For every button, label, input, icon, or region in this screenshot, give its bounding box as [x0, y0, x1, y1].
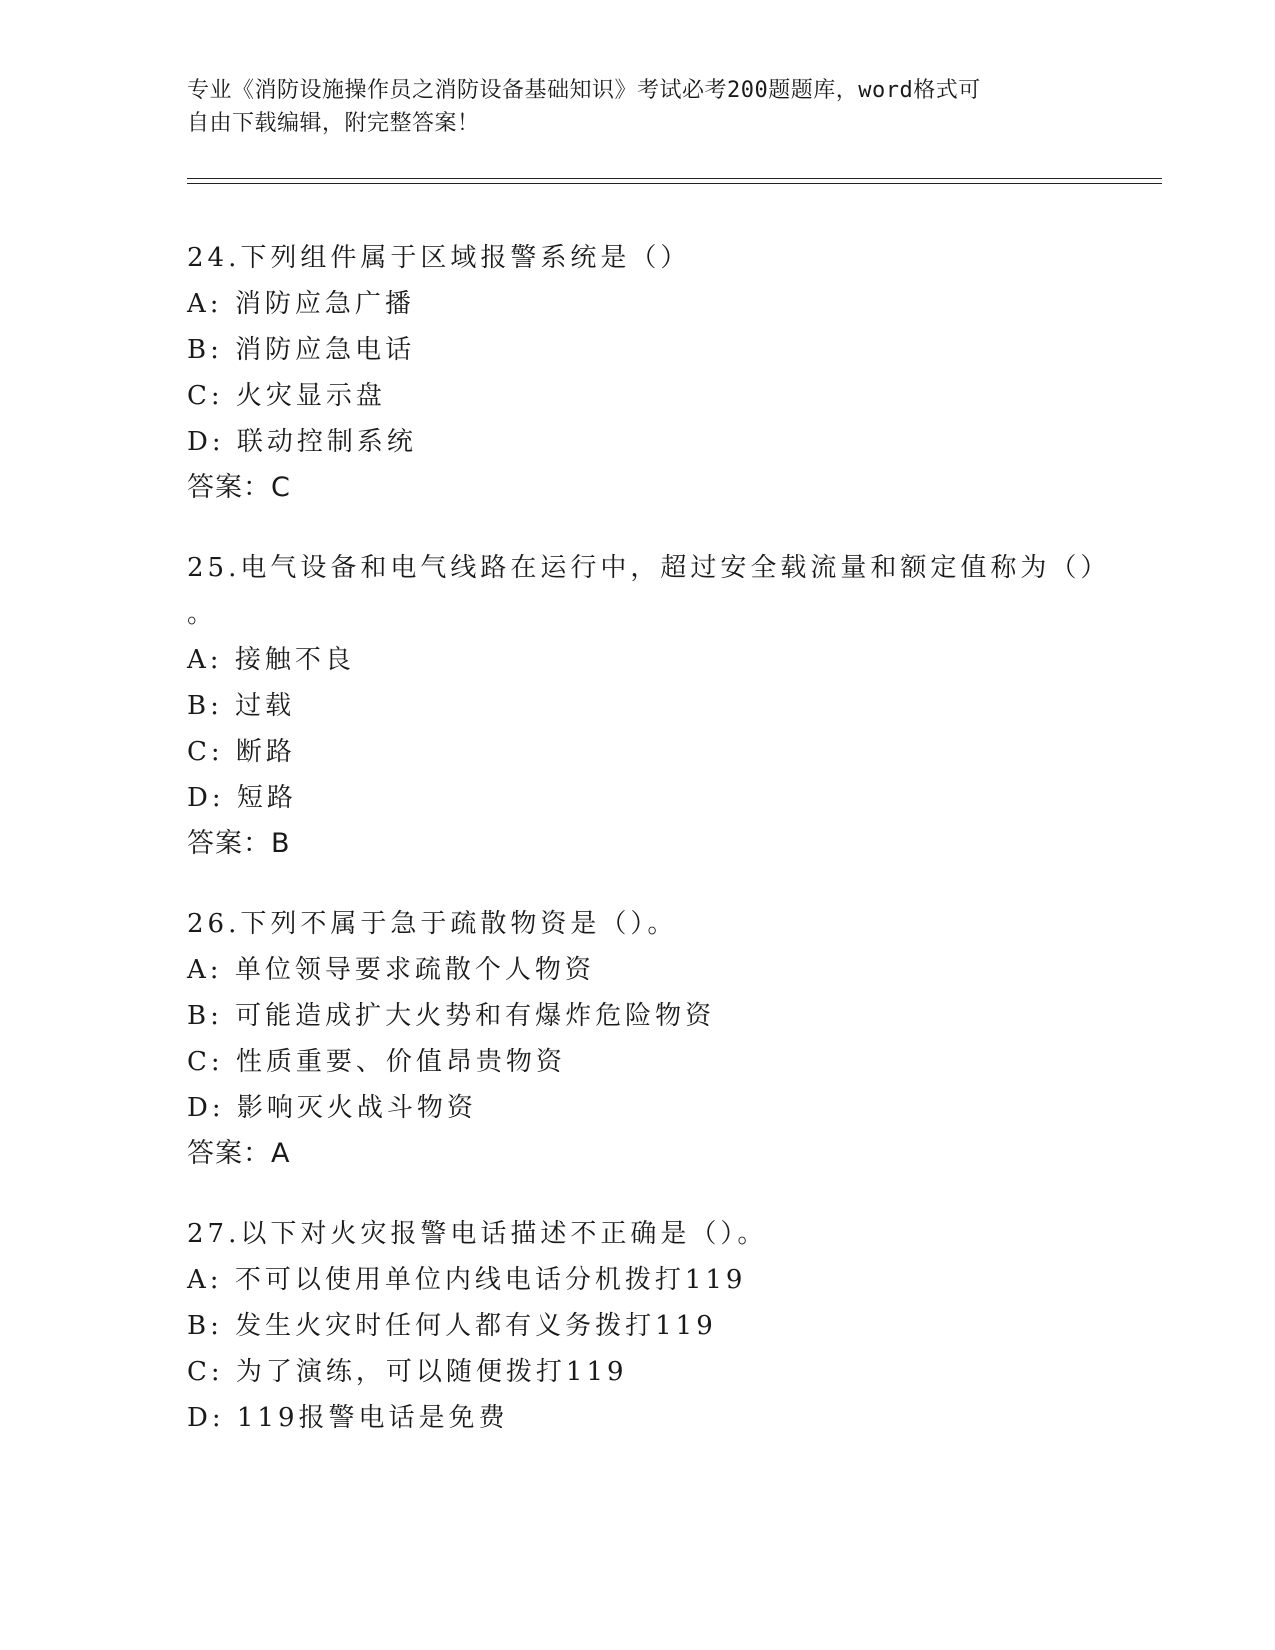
option-label: C: [187, 737, 224, 767]
header-divider-bottom [187, 183, 1162, 184]
option-text: 影响灭火战斗物资 [236, 1093, 477, 1123]
question-number: 26. [187, 909, 241, 939]
option-label: A: [187, 955, 223, 985]
question-text: 下列组件属于区域报警系统是（） [240, 243, 691, 273]
option-label: D: [187, 1403, 225, 1433]
header-line-1: 专业《消防设施操作员之消防设备基础知识》考试必考200题题库，word格式可 [187, 78, 981, 103]
option-a [187, 281, 1087, 327]
option-text: 可能造成扩大火势和有爆炸危险物资 [235, 1001, 716, 1031]
question-27 [187, 1211, 1087, 1441]
option-c [187, 373, 1087, 419]
question-number: 27. [187, 1219, 241, 1249]
answer-line: 答案：C [187, 472, 291, 503]
option-d [187, 775, 1087, 821]
answer-line: 答案：A [187, 1138, 291, 1169]
header-line-2: 自由下载编辑，附完整答案！ [187, 111, 480, 136]
question-25 [187, 545, 1111, 867]
option-text: 接触不良 [234, 645, 355, 675]
option-text: 为了演练，可以随便拨打119 [235, 1357, 628, 1387]
option-d [187, 1395, 1087, 1441]
option-label: A: [187, 1265, 223, 1295]
option-text: 联动控制系统 [236, 427, 417, 457]
option-c [187, 1349, 1087, 1395]
question-stem-tail: 。 [187, 599, 218, 629]
option-text: 不可以使用单位内线电话分机拨打119 [234, 1265, 747, 1295]
question-text: 电气设备和电气线路在运行中，超过安全载流量和额定值称为（） [240, 553, 1111, 583]
question-stem [187, 235, 1087, 281]
option-c [187, 729, 1087, 775]
option-label: D: [187, 1093, 225, 1123]
option-label: B: [187, 691, 223, 721]
option-text: 消防应急广播 [234, 289, 415, 319]
option-b [187, 683, 1087, 729]
question-text: 以下对火灾报警电话描述不正确是（）。 [240, 1219, 768, 1249]
option-b [187, 327, 1087, 373]
header-divider-top [187, 178, 1162, 179]
option-label: B: [187, 1311, 223, 1341]
option-a [187, 1257, 1087, 1303]
option-a [187, 947, 1087, 993]
option-d [187, 419, 1087, 465]
question-number: 25. [187, 553, 241, 583]
option-text: 单位领导要求疏散个人物资 [234, 955, 595, 985]
option-b [187, 1303, 1087, 1349]
option-text: 性质重要、价值昂贵物资 [235, 1047, 566, 1077]
option-label: B: [187, 1001, 223, 1031]
option-text: 短路 [236, 783, 297, 813]
option-b [187, 993, 1087, 1039]
option-c [187, 1039, 1087, 1085]
question-list [187, 235, 1111, 1475]
document-header [187, 74, 1067, 140]
answer-line: 答案：B [187, 828, 291, 859]
option-label: B: [187, 335, 223, 365]
option-text: 过载 [235, 691, 296, 721]
question-number: 24. [187, 243, 241, 273]
option-label: C: [187, 1357, 224, 1387]
option-label: D: [187, 427, 225, 457]
option-text: 发生火灾时任何人都有义务拨打119 [235, 1311, 717, 1341]
option-label: C: [187, 1047, 224, 1077]
option-a [187, 637, 1087, 683]
option-label: A: [187, 289, 223, 319]
option-label: A: [187, 645, 223, 675]
question-text: 下列不属于急于疏散物资是（）。 [240, 909, 678, 939]
question-26 [187, 901, 1087, 1177]
option-d [187, 1085, 1087, 1131]
option-text: 119报警电话是免费 [236, 1403, 509, 1433]
question-stem [187, 1211, 1087, 1257]
option-label: C: [187, 381, 224, 411]
option-label: D: [187, 783, 225, 813]
question-24 [187, 235, 1087, 511]
option-text: 断路 [235, 737, 296, 767]
question-stem [187, 901, 1087, 947]
option-text: 消防应急电话 [235, 335, 416, 365]
option-text: 火灾显示盘 [235, 381, 386, 411]
question-stem [187, 545, 1111, 591]
